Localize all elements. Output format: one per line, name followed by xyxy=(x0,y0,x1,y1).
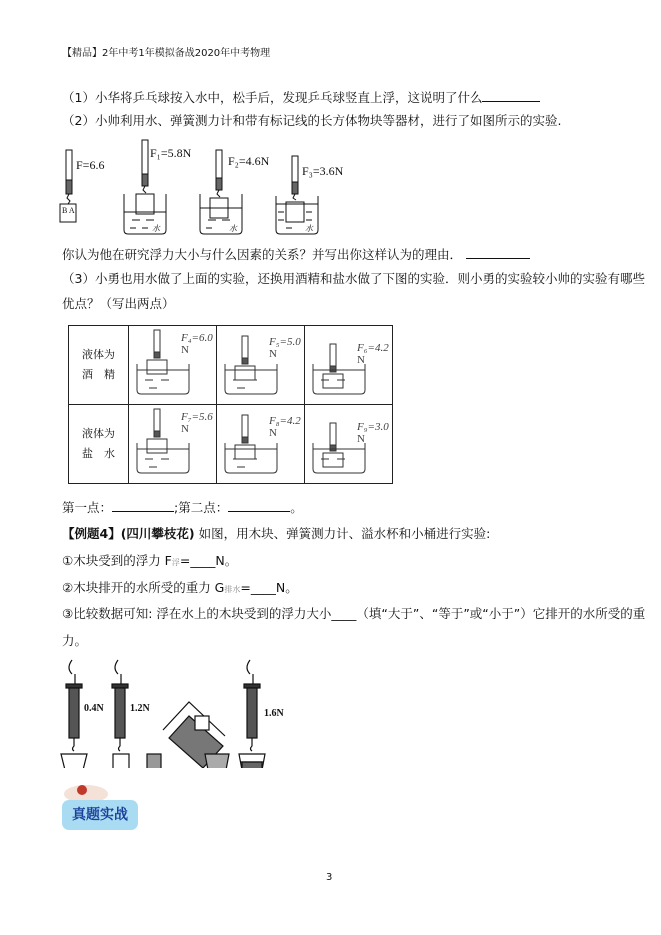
example-item: ③比较数据可知: 浮在水上的木块受到的浮力大小____（填“大于”、“等于”或“小于”）它排开的水所受的重 xyxy=(62,606,646,621)
force-label: F₅=5.0 N xyxy=(269,336,301,360)
force-label: F₂=4.6N xyxy=(228,154,270,168)
page-number: 3 xyxy=(326,872,333,883)
row-header-line: 液体为 xyxy=(82,348,115,361)
force-label: F₃=3.6N xyxy=(302,164,344,178)
table-cell xyxy=(305,405,393,484)
question-2: （2）小帅利用水、弹簧测力计和带有标记线的长方体物块等器材，进行了如图所示的实验. xyxy=(62,113,562,128)
force-label: F₈=4.2 N xyxy=(269,415,301,439)
item-text: =____N。 xyxy=(179,553,238,568)
section-banner: 真题实战 xyxy=(62,800,138,830)
item-text: ①木块受到的浮力 F xyxy=(62,553,172,568)
second-point-blank[interactable] xyxy=(228,499,290,512)
block-label: B A xyxy=(62,206,75,215)
force-label: F=6.6 xyxy=(76,158,105,172)
table-row xyxy=(69,405,393,484)
answer-blank[interactable] xyxy=(466,246,530,259)
row-header-line: 盐 水 xyxy=(82,447,115,460)
table-cell xyxy=(217,326,305,405)
second-point-label: ;第二点： xyxy=(174,500,229,515)
question-2b xyxy=(62,246,530,263)
force-label: F₆=4.2 N xyxy=(357,342,389,366)
force-label: F₉=3.0 N xyxy=(357,421,389,445)
table-row xyxy=(69,326,393,405)
spring-scale-figure xyxy=(40,138,380,238)
force-label: 0.4N xyxy=(84,703,104,714)
answer-line xyxy=(62,499,303,516)
water-label: 水 xyxy=(152,224,160,233)
table-cell xyxy=(129,405,217,484)
page-header: 【精品】2年中考1年模拟备战2020年中考物理 xyxy=(62,48,271,59)
water-label: 水 xyxy=(229,224,237,233)
force-label: F₇=5.6 N xyxy=(181,411,213,435)
answer-blank[interactable] xyxy=(482,89,540,102)
force-label: 1.6N xyxy=(264,708,284,719)
force-label: 1.2N xyxy=(130,703,150,714)
table-cell xyxy=(129,326,217,405)
force-label: F₄=6.0 N xyxy=(181,332,213,356)
subscript: 排水 xyxy=(224,585,241,594)
question-1-text: （1）小华将乒乓球按入水中，松手后，发现乒乓球竖直上浮，这说明了什么 xyxy=(62,90,483,105)
table-cell xyxy=(305,326,393,405)
first-point-label: 第一点： xyxy=(62,500,113,515)
table-cell xyxy=(217,405,305,484)
row-header xyxy=(69,405,129,484)
example-item-cont: 力。 xyxy=(62,633,88,648)
question-3a: （3）小勇也用水做了上面的实验，还换用酒精和盐水做了下图的实验．则小勇的实验较小帅的实验有哪些 xyxy=(62,271,645,286)
example-text: 如图，用木块、弹簧测力计、溢水杯和小桶进行实验: xyxy=(198,526,491,541)
subscript: 浮 xyxy=(171,558,180,567)
row-header-line: 酒 精 xyxy=(82,368,115,381)
row-header xyxy=(69,326,129,405)
item-text: =____N。 xyxy=(240,580,298,595)
period: 。 xyxy=(290,500,303,515)
row-header-line: 液体为 xyxy=(82,427,115,440)
first-point-blank[interactable] xyxy=(112,499,174,512)
question-3b: 优点？（写出两点） xyxy=(62,296,175,311)
force-label: F₁=5.8N xyxy=(150,146,192,160)
example-4 xyxy=(62,526,490,542)
example-item xyxy=(62,553,237,571)
example-tag: 【例题4】(四川攀枝花) xyxy=(62,526,195,541)
item-text: ②木块排开的水所受的重力 G xyxy=(62,580,225,595)
example-item xyxy=(62,580,298,598)
question-2b-text: 你认为他在研究浮力大小与什么因素的关系？并写出你这样认为的理由． xyxy=(62,247,463,262)
question-1 xyxy=(62,89,540,106)
water-label: 水 xyxy=(305,224,313,233)
experiment-table xyxy=(68,325,393,484)
